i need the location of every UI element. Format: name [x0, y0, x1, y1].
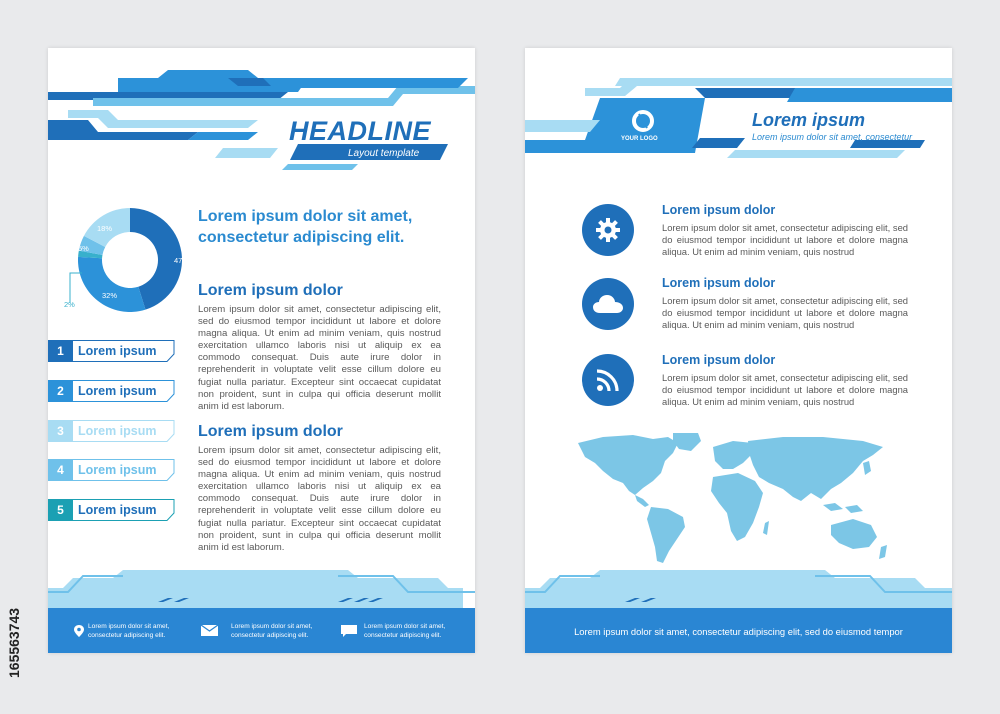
- brochure-right-page: [525, 48, 952, 653]
- right-footer-bar: [525, 608, 952, 653]
- right-footer-text: Lorem ipsum dolor sit amet, consectetur adipiscing elit, sed do eiusmod tempor: [574, 626, 903, 637]
- donut-label-2: 32%: [102, 291, 118, 300]
- feature-1-badge: [582, 204, 634, 256]
- donut-label-1: 47%: [174, 256, 190, 265]
- chat-bubble-icon: [340, 625, 358, 638]
- feature-2-badge: [582, 278, 634, 330]
- section-2-text: Lorem ipsum dolor sit amet, consectetur adipiscing elit, sed do eiusmod tempor incididunt ut labore et dolore magna aliqua. Ut enim ad minim veniam, quis nostrud exercitation ullamco laboris nisi ut aliquip ex ea commodo consequat. Duis aute irure dolor in reprehenderit in voluptate velit esse cillum dolore eu fugiat nulla pariatur. Excepteur sint occaecat cupidatat non proident, sunt in culpa qui officia deserunt mollit anim id est laborum.: [198, 445, 441, 553]
- stock-id-watermark: [6, 478, 22, 678]
- feature-3-text: Lorem ipsum dolor sit amet, consectetur adipiscing elit, sed do eiusmod tempor incididunt ut labore et dolore magna aliqua. Ut enim ad minim veniam, quis nostrud: [662, 372, 908, 408]
- logo-text: YOUR LOGO: [621, 136, 658, 142]
- header-decoration-right: [525, 48, 952, 178]
- stock-id-text: 165563743: [6, 607, 22, 678]
- footer-chat-text: Lorem ipsum dolor sit amet, consectetur adipiscing elit.: [364, 623, 446, 639]
- section-2-title: Lorem ipsum dolor: [198, 423, 343, 440]
- donut-label-5: 18%: [97, 224, 113, 233]
- donut-segment-2: [78, 257, 145, 312]
- feature-1-text: Lorem ipsum dolor sit amet, consectetur adipiscing elit, sed do eiusmod tempor incididunt ut labore et dolore magna aliqua. Ut enim ad minim veniam, quis nostrud: [662, 222, 908, 258]
- list-item-label: Lorem ipsum: [78, 463, 157, 477]
- list-item-number: 5: [48, 499, 73, 521]
- rss-icon: [596, 368, 620, 392]
- feature-3-badge: [582, 354, 634, 406]
- list-item-2: [48, 380, 174, 402]
- world-map: [573, 433, 893, 568]
- feature-2-title: Lorem ipsum dolor: [662, 276, 776, 290]
- list-item-label: Lorem ipsum: [78, 503, 157, 517]
- donut-leader-line: [70, 273, 82, 303]
- brochure-left-page: [48, 48, 475, 653]
- left-footer-bar: [48, 608, 475, 653]
- footer-decoration-right: [525, 568, 952, 613]
- headline-subtitle: Layout template: [348, 148, 420, 159]
- section-1-text: Lorem ipsum dolor sit amet, consectetur adipiscing elit, sed do eiusmod tempor incididunt ut labore et dolore magna aliqua. Ut enim ad minim veniam, quis nostrud exercitation ullamco laboris nisi ut aliquip ex ea commodo consequat. Duis aute irure dolor in reprehenderit in voluptate velit esse cillum dolore eu fugiat nulla pariatur. Excepteur sint occaecat cupidatat non proident, sunt in culpa qui officia deserunt mollit anim id est laborum.: [198, 304, 441, 412]
- footer-email-text: Lorem ipsum dolor sit amet, consectetur adipiscing elit.: [231, 623, 313, 639]
- cloud-icon: [593, 294, 623, 314]
- donut-chart: [62, 203, 190, 313]
- envelope-icon: [201, 625, 221, 637]
- list-item-label: Lorem ipsum: [78, 384, 157, 398]
- logo-icon: [632, 110, 654, 132]
- list-item-1: [48, 340, 174, 362]
- list-item-4: [48, 459, 174, 481]
- donut-label-4: 5%: [78, 244, 89, 253]
- feature-3-title: Lorem ipsum dolor: [662, 353, 776, 367]
- donut-label-3: 2%: [64, 300, 75, 309]
- intro-heading: Lorem ipsum dolor sit amet, consectetur adipiscing elit.: [198, 208, 413, 246]
- headline: HEADLINE: [289, 116, 432, 146]
- list-item-number: 4: [48, 459, 73, 481]
- gear-icon: [595, 217, 621, 243]
- section-1-title: Lorem ipsum dolor: [198, 282, 343, 299]
- feature-2-text: Lorem ipsum dolor sit amet, consectetur adipiscing elit, sed do eiusmod tempor incididunt ut labore et dolore magna aliqua. Ut enim ad minim veniam, quis nostrud: [662, 295, 908, 331]
- right-subtitle: Lorem ipsum dolor sit amet, consectetur: [752, 132, 913, 142]
- footer-location-text: Lorem ipsum dolor sit amet, consectetur adipiscing elit.: [88, 623, 170, 639]
- footer-decoration: [48, 568, 475, 613]
- list-item-label: Lorem ipsum: [78, 344, 157, 358]
- right-title: Lorem ipsum: [752, 110, 866, 130]
- list-item-3: [48, 420, 174, 442]
- list-item-5: [48, 499, 174, 521]
- feature-1-title: Lorem ipsum dolor: [662, 203, 776, 217]
- location-pin-icon: [74, 625, 84, 637]
- list-item-label: Lorem ipsum: [78, 424, 157, 438]
- list-item-number: 3: [48, 420, 73, 442]
- list-item-number: 2: [48, 380, 73, 402]
- list-item-number: 1: [48, 340, 73, 362]
